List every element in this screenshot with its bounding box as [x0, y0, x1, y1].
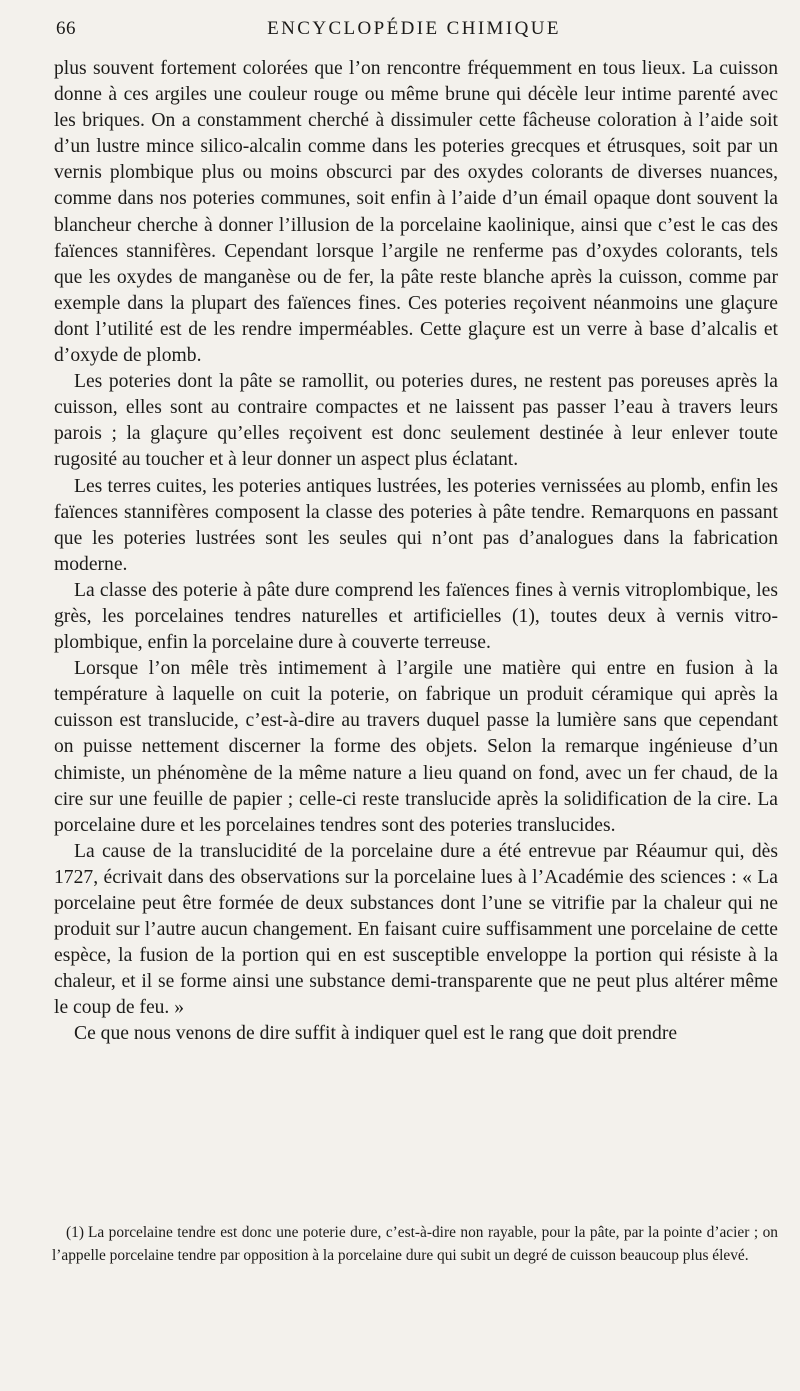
paragraph-3: Les terres cuites, les poteries antiques lustrées, les poteries vernissées au plomb, enfin les faïences stannifères composent la classe des poteries à pâte tendre. Remarquons en passant que les poteries lustrées sont les seules qui n’ont pas d’analogues dans la fabrication moderne. [54, 475, 778, 575]
body-text [54, 56, 778, 1048]
paragraph-1: plus souvent fortement colorées que l’on rencontre fréquemment en tous lieux. La cuisson donne à ces argiles une couleur rouge ou même brune qui décèle leur intime parenté avec les briques. On a constamment cherché à dissimuler cette fâcheuse coloration à l’aide soit d’un lustre mince silico-alcalin comme dans les poteries grecques et étrusques, soit par un vernis plombique plus ou moins obscurci par des oxydes colorants de diverses nuances, comme dans nos poteries communes, soit enfin à l’aide d’un émail opaque dont souvent la blancheur cherche à donner l’illusion de la porcelaine kaolinique, ainsi que c’est le cas des faïences stannifères. Cependant lorsque l’argile ne renferme pas d’oxydes colorants, tels que les oxydes de manganèse ou de fer, la pâte reste blanche après la cuisson, comme par exemple dans la plupart des faïences fines. Ces poteries reçoivent néanmoins une glaçure dont l’utilité est de les rendre imperméables. Cette glaçure est un verre à base d’alcalis et d’oxyde de plomb. [54, 58, 778, 367]
paragraph-6: La cause de la translucidité de la porcelaine dure a été entrevue par Réaumur qui, dès 1727, écrivait dans des observations sur la porcelaine lues à l’Académie des sciences : « La porcelaine peut être formée de deux substances dont l’une se vitrifie par la chaleur qui ne produit sur l’autre aucun changement. En faisant cuire suffisamment une porcelaine de cette espèce, la fusion de la portion qui en est susceptible enveloppe la portion qui résiste à la chaleur, et il se forme ainsi une substance demi-transparente que ne peut plus altérer même le coup de feu. » [54, 840, 778, 1019]
paragraph-4: La classe des poterie à pâte dure comprend les faïences fines à vernis vitroplombique, les grès, les porcelaines tendres naturelles et artificielles (1), toutes deux à vernis vitro-plombique, enfin la porcelaine dure à couverte terreuse. [54, 579, 778, 654]
footnote-marker: (1) [66, 1224, 84, 1241]
running-title: ENCYCLOPÉDIE CHIMIQUE [267, 18, 561, 39]
footnote-1 [52, 1222, 778, 1267]
paragraph-7: Ce que nous venons de dire suffit à indiquer quel est le rang que doit prendre [74, 1023, 678, 1045]
page-header [56, 18, 772, 46]
footnote-text: La porcelaine tendre est donc une poterie dure, c’est-à-dire non rayable, pour la pâte, par la pointe d’acier ; on l’appelle porcelaine tendre par opposition à la porcelaine dure qui subit un degré de cuisson beaucoup plus élevé. [52, 1224, 778, 1264]
footnotes [52, 1222, 778, 1267]
page-number: 66 [56, 18, 76, 39]
paragraph-5: Lorsque l’on mêle très intimement à l’argile une matière qui entre en fusion à la température à laquelle on cuit la poterie, on fabrique un produit céramique qui après la cuisson est translucide, c’est-à-dire au travers duquel passe la lumière sans que cependant on puisse nettement discerner la forme des objets. Selon la remarque ingénieuse d’un chimiste, un phénomène de la même nature a lieu quand on fond, avec un fer chaud, de la cire sur une feuille de papier ; celle-ci reste translucide après la solidification de la cire. La porcelaine dure et les porcelaines tendres sont des poteries translucides. [54, 658, 778, 836]
paragraph-2: Les poteries dont la pâte se ramollit, ou poteries dures, ne restent pas poreuses après la cuisson, elles sont au contraire compactes et ne laissent pas passer l’eau à travers leurs parois ; la glaçure qu’elles reçoivent est donc seulement destinée à leur enlever toute rugosité au toucher et à leur donner un aspect plus éclatant. [54, 371, 778, 471]
